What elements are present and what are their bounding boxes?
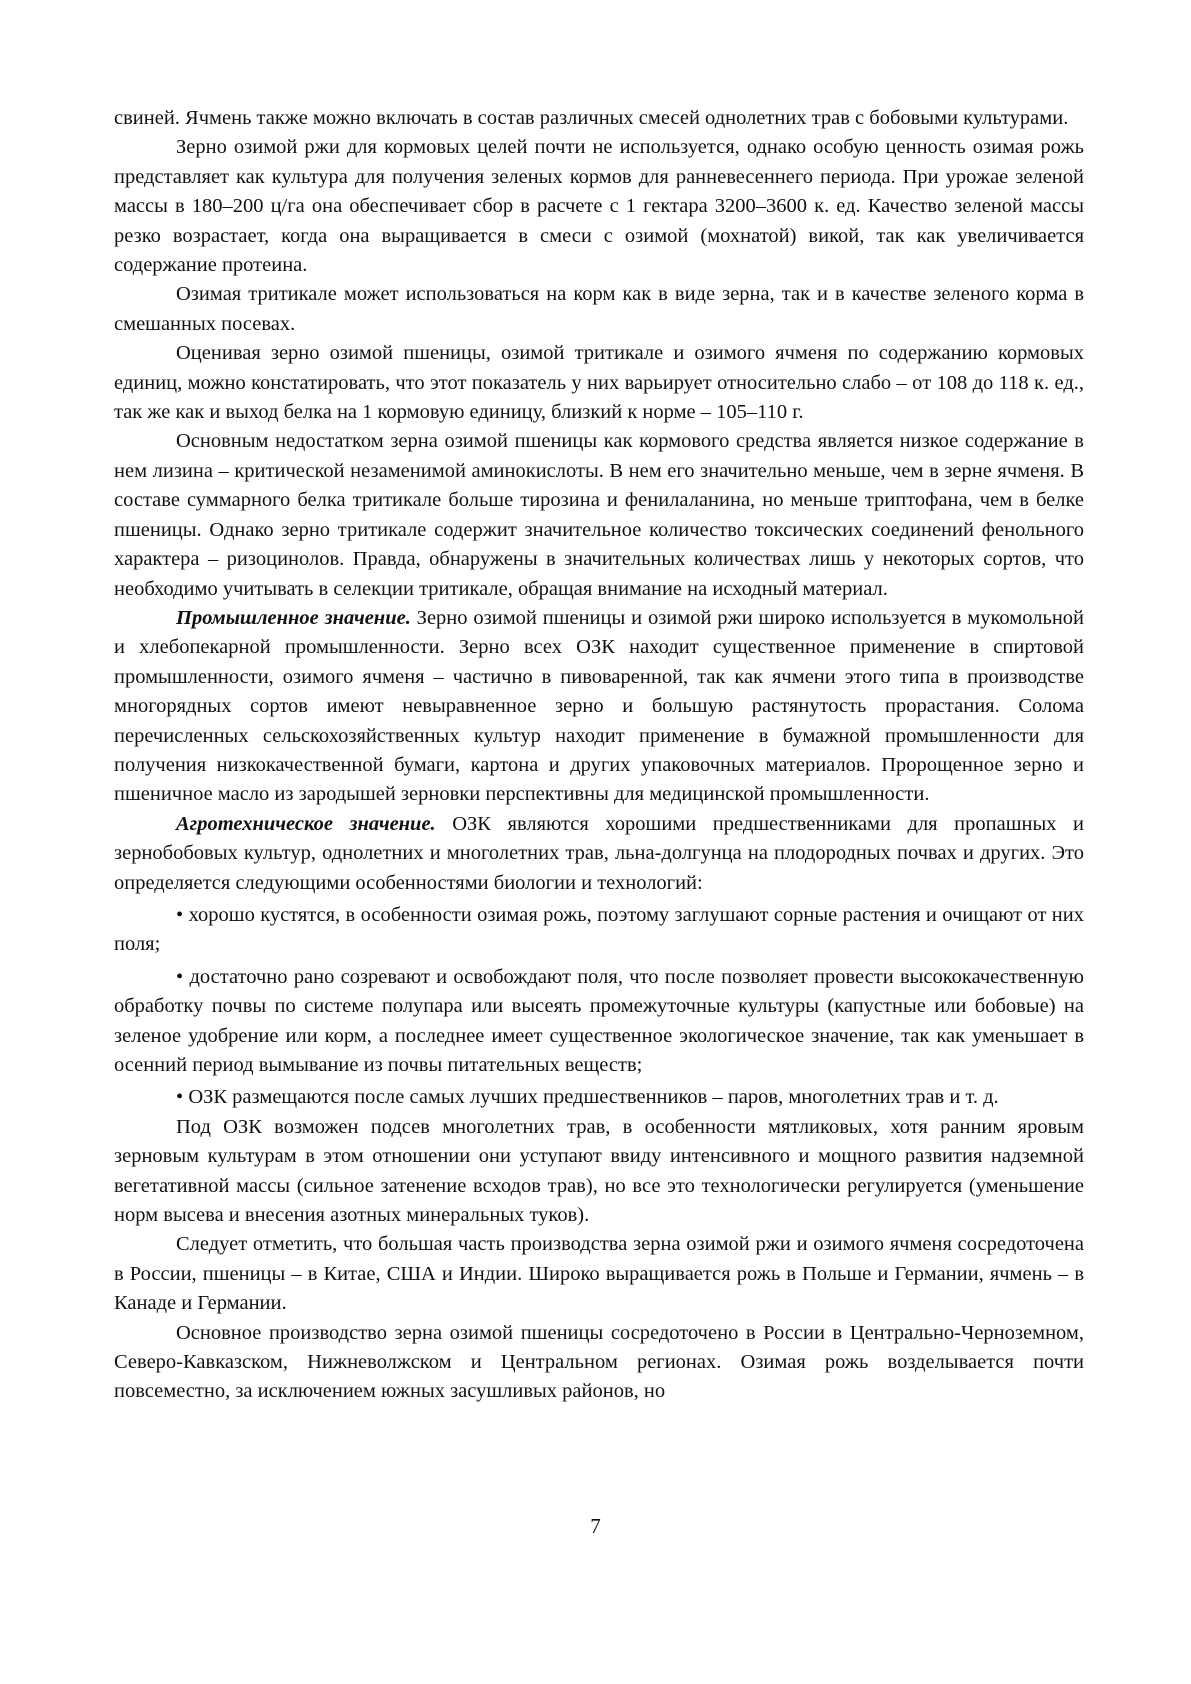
paragraph-text: Основное производство зерна озимой пшеницы сосредоточено в России в Центрально-Черноземном, Северо-Кавказском, Нижневолжском и Центральном регионах. Озимая рожь возделывается почти повсеместно, за исключением южных засушливых районов, но [114,1321,1084,1403]
paragraph-text: Оценивая зерно озимой пшеницы, озимой тритикале и озимого ячменя по содержанию кормовых единиц, можно констатировать, что этот показатель у них варьирует относительно слабо – от 108 до 118 к. ед., так же как и выход белка на 1 кормовую единицу, близкий к норме – 105–110 г. [114,342,1084,424]
paragraph-text: свиней. Ячмень также можно включать в состав различных смесей однолетних трав с бобовыми культурами. [114,107,1069,129]
paragraph-production-geography [114,1230,1084,1318]
paragraph-rye [114,133,1084,280]
list-item [114,1083,1084,1112]
paragraph-text: Следует отметить, что большая часть производства зерна озимой ржи и озимого ячменя сосредоточена в России, пшеницы – в Китае, США и Индии. Широко выращивается рожь в Польше и Германии, ячмень – в Канаде и Германии. [114,1233,1084,1315]
paragraph-undersowing [114,1113,1084,1231]
paragraph-text: Озимая тритикале может использоваться на корм как в виде зерна, так и в качестве зеленого корма в смешанных посевах. [114,283,1084,335]
bullet-icon: • [176,903,184,926]
list-item [114,963,1084,1081]
paragraph-lead-industrial: Промышленное значение. [176,606,411,629]
paragraph-russia-regions [114,1319,1084,1407]
page-number: 7 [590,1514,601,1538]
paragraph-industrial [114,604,1084,810]
list-item-text: хорошо кустятся, в особенности озимая рожь, поэтому заглушают сорные растения и очищают от них поля; [114,903,1084,956]
list-item-text: достаточно рано созревают и освобождают поля, что после позволяет провести высококачественную обработку почвы по системе полупара или высеять промежуточные культуры (капустные или бобовые) на зеленое удобрение или корм, а последнее имеет существенное экологическое значение, так как уменьшает в осенний период вымывание из почвы питательных веществ; [114,965,1084,1076]
paragraph-agrotechnical [114,810,1084,898]
paragraph-text: Основным недостатком зерна озимой пшеницы как кормового средства является низкое содержание в нем лизина – критической незаменимой аминокислоты. В нем его значительно меньше, чем в зерне ячменя. В составе суммарного белка тритикале больше тирозина и фенилаланина, но меньше триптофана, чем в белке пшеницы. Однако зерно тритикале содержит значительное количество токсических соединений фенольного характера – ризоцинолов. Правда, обнаружены в значительных количествах лишь у некоторых сортов, что необходимо учитывать в селекции тритикале, обращая внимание на исходный материал. [114,430,1084,600]
page-body [114,104,1084,1407]
paragraph-text: ОЗК являются хорошими предшественниками для пропашных и зернобобовых культур, однолетних и многолетних трав, льна-долгунца на плодородных почвах и других. Это определяется следующими особенностями биологии и технологий: [114,812,1084,894]
list-item [114,901,1084,960]
list-item-text: ОЗК размещаются после самых лучших предшественников – паров, многолетних трав и т. д. [188,1086,999,1109]
paragraph-continuation [114,104,1084,133]
paragraph-triticale [114,280,1084,339]
paragraph-lysine [114,427,1084,603]
bullet-icon: • [176,1086,184,1109]
paragraph-text: Зерно озимой пшеницы и озимой ржи широко используется в мукомольной и хлебопекарной промышленности. Зерно всех ОЗК находит существенное применение в спиртовой промышленности, озимого ячменя – частично в пивоваренной, так как ячмени этого типа в производстве многорядных сортов имеют невыравненное зерно и большую растянутость прорастания. Солома перечисленных сельскохозяйственных культур находит применение в бумажной промышленности для получения низкокачественной бумаги, картона и других упаковочных материалов. Пророщенное зерно и пшеничное масло из зародышей зерновки перспективны для медицинской промышленности. [114,606,1085,806]
paragraph-text: Зерно озимой ржи для кормовых целей почти не используется, однако особую ценность озимая рожь представляет как культура для получения зеленых кормов для ранневесеннего периода. При урожае зеленой массы в 180–200 ц/га она обеспечивает сбор в расчете с 1 гектара 3200–3600 к. ед. Качество зеленой массы резко возрастает, когда она выращивается в смеси с озимой (мохнатой) викой, так как увеличивается содержание протеина. [114,136,1084,277]
paragraph-text: Под ОЗК возможен подсев многолетних трав, в особенности мятликовых, хотя ранним яровым зерновым культурам в этом отношении они уступают ввиду интенсивного и мощного развития надземной вегетативной массы (сильное затенение всходов трав), но все это технологически регулируется (уменьшение норм высева и внесения азотных минеральных туков). [114,1115,1084,1227]
paragraph-feed-units [114,339,1084,427]
bullet-icon: • [176,965,184,988]
paragraph-lead-agrotechnical: Агротехническое значение. [176,812,436,835]
